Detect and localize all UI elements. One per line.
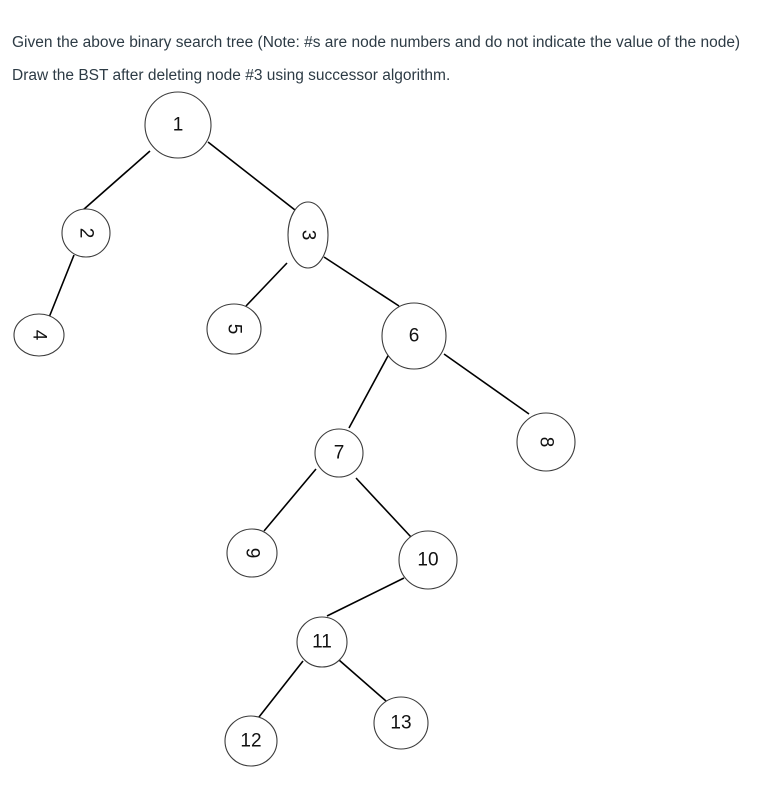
tree-node-1 [145,92,211,158]
tree-edge-6-8 [444,354,529,414]
tree-node-3 [288,202,328,268]
node-label: 9 [241,547,263,559]
tree-node-10 [399,531,457,589]
question-line-2: Draw the BST after deleting node #3 using successor algorithm. [12,67,451,84]
tree-edge-3-6 [324,257,399,306]
tree-edge-7-9 [264,469,316,531]
tree-node-2 [62,209,110,257]
node-label: 8 [535,436,557,448]
tree-edge-1-2 [83,151,150,210]
tree-edge-6-7 [349,354,389,428]
tree-node-4 [14,314,64,356]
node-label: 6 [408,325,420,347]
node-label: 2 [75,227,97,239]
tree-edge-3-5 [246,263,287,306]
tree-node-9 [227,529,277,577]
tree-edge-11-12 [259,661,303,717]
tree-node-12 [225,716,277,766]
tree-node-6 [382,303,446,369]
tree-node-11 [297,617,347,667]
node-label: 7 [333,442,345,464]
node-label: 3 [297,229,319,241]
node-label: 12 [240,730,262,752]
node-label: 4 [28,329,50,341]
node-label: 1 [172,114,184,136]
tree-edge-10-11 [327,578,404,616]
tree-node-7 [315,429,363,477]
tree-edge-2-4 [48,255,74,320]
tree-edge-11-13 [339,660,386,701]
tree-edge-1-3 [208,142,295,210]
node-label: 10 [417,549,439,571]
question-line-1: Given the above binary search tree (Note: #s are node numbers and do not indicate the value of the node) [12,34,741,51]
node-label: 13 [390,712,412,734]
tree-node-8 [517,413,575,471]
tree-node-5 [207,304,261,354]
tree-node-13 [374,697,428,749]
tree-nodes [14,92,575,766]
node-label: 5 [223,323,245,335]
node-label: 11 [312,631,332,653]
tree-edge-7-10 [356,478,411,537]
